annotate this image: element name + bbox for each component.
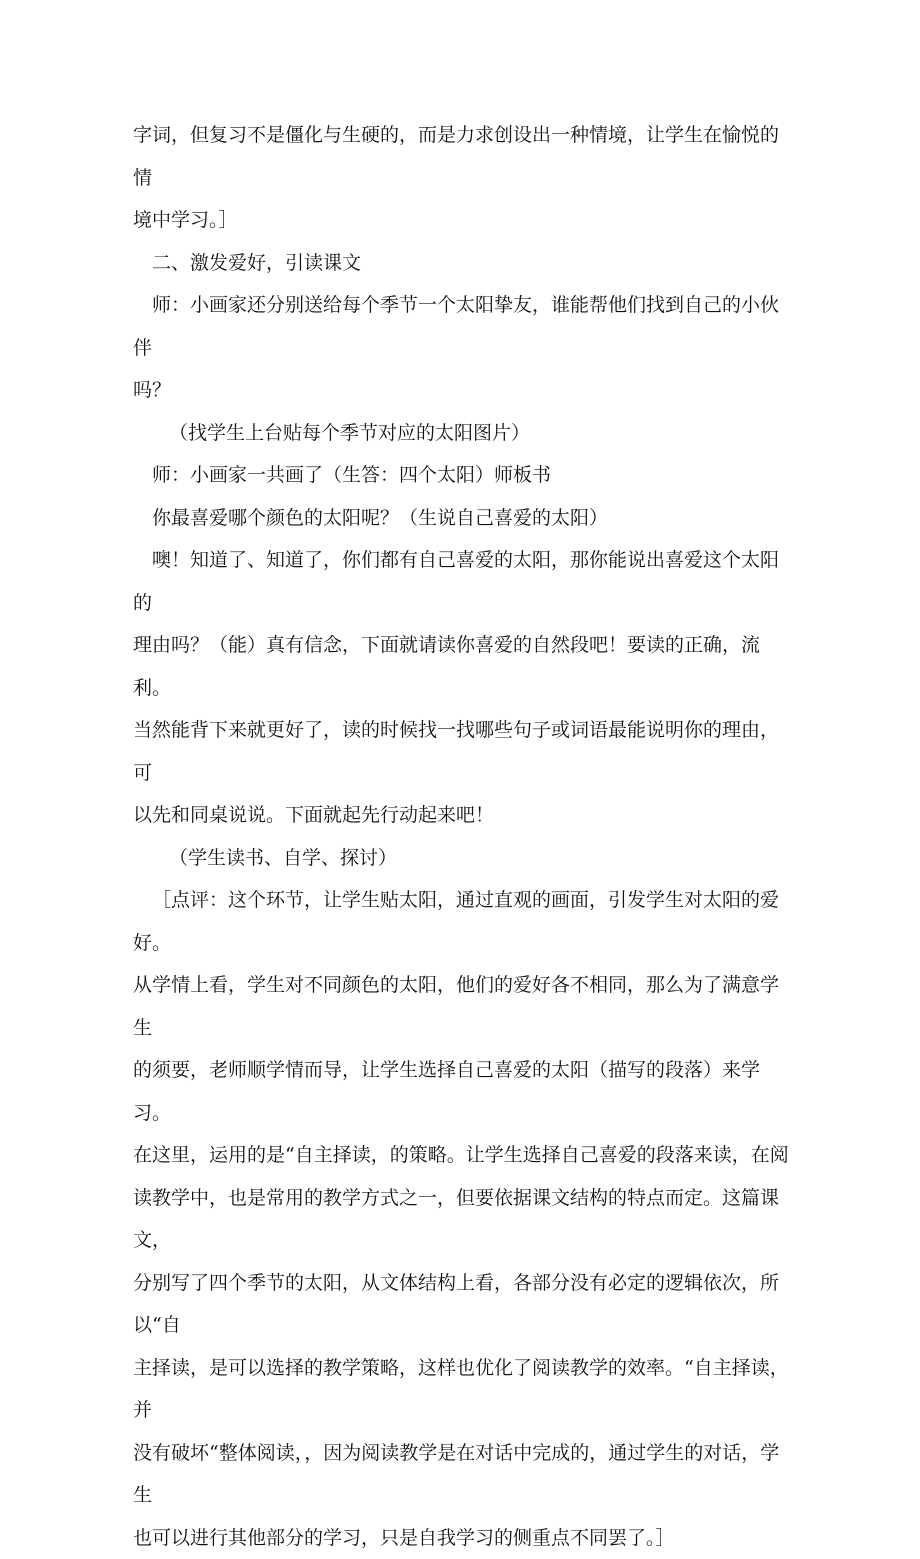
text-line: 当然能背下来就更好了，读的时候找一找哪些句子或词语最能说明你的理由，可 — [133, 709, 795, 794]
text-line: ［点评：这个环节，让学生贴太阳，通过直观的画面，引发学生对太阳的爱好。 — [133, 879, 795, 964]
text-line: （找学生上台贴每个季节对应的太阳图片） — [133, 412, 795, 455]
document-body — [133, 114, 795, 1559]
text-line: 没有破坏“整体阅读，，因为阅读教学是在对话中完成的，通过学生的对话，学生 — [133, 1432, 795, 1517]
paragraph-instructions — [133, 539, 795, 837]
text-line: 境中学习。］ — [133, 199, 795, 242]
text-line: 二、激发爱好，引读课文 — [133, 242, 795, 285]
paragraph-teacher-board — [133, 454, 795, 497]
paragraph-teacher-question — [133, 284, 795, 412]
text-line: 师：小画家一共画了（生答：四个太阳）师板书 — [133, 454, 795, 497]
text-line: 理由吗？（能）真有信念，下面就请读你喜爱的自然段吧！要读的正确，流利。 — [133, 624, 795, 709]
paragraph-review-note — [133, 114, 795, 242]
text-line: 字词，但复习不是僵化与生硬的，而是力求创设出一种情境，让学生在愉悦的情 — [133, 114, 795, 199]
paragraph-commentary — [133, 879, 795, 1559]
text-line: 读教学中，也是常用的教学方式之一，但要依据课文结构的特点而定。这篇课文， — [133, 1177, 795, 1262]
text-line: 从学情上看，学生对不同颜色的太阳，他们的爱好各不相同，那么为了满意学生 — [133, 964, 795, 1049]
text-line: 也可以进行其他部分的学习，只是自我学习的侧重点不同罢了。］ — [133, 1517, 795, 1559]
text-line: 你最喜爱哪个颜色的太阳呢？（生说自己喜爱的太阳） — [133, 497, 795, 540]
text-line: 的须要，老师顺学情而导，让学生选择自己喜爱的太阳（描写的段落）来学习。 — [133, 1049, 795, 1134]
text-line: 以先和同桌说说。下面就起先行动起来吧！ — [133, 794, 795, 837]
text-line: 噢！知道了、知道了，你们都有自己喜爱的太阳，那你能说出喜爱这个太阳的 — [133, 539, 795, 624]
section-heading — [133, 242, 795, 285]
text-line: （学生读书、自学、探讨） — [133, 837, 795, 880]
text-line: 主择读，是可以选择的教学策略，这样也优化了阅读教学的效率。“自主择读，并 — [133, 1347, 795, 1432]
paragraph-student-activity — [133, 837, 795, 880]
paragraph-favorite-question — [133, 497, 795, 540]
text-line: 在这里，运用的是“自主择读，的策略。让学生选择自己喜爱的段落来读，在阅 — [133, 1134, 795, 1177]
text-line: 吗？ — [133, 369, 795, 412]
text-line: 分别写了四个季节的太阳，从文体结构上看，各部分没有必定的逻辑依次，所以“自 — [133, 1262, 795, 1347]
paragraph-stage-direction — [133, 412, 795, 455]
text-line: 师：小画家还分别送给每个季节一个太阳挚友，谁能帮他们找到自己的小伙伴 — [133, 284, 795, 369]
